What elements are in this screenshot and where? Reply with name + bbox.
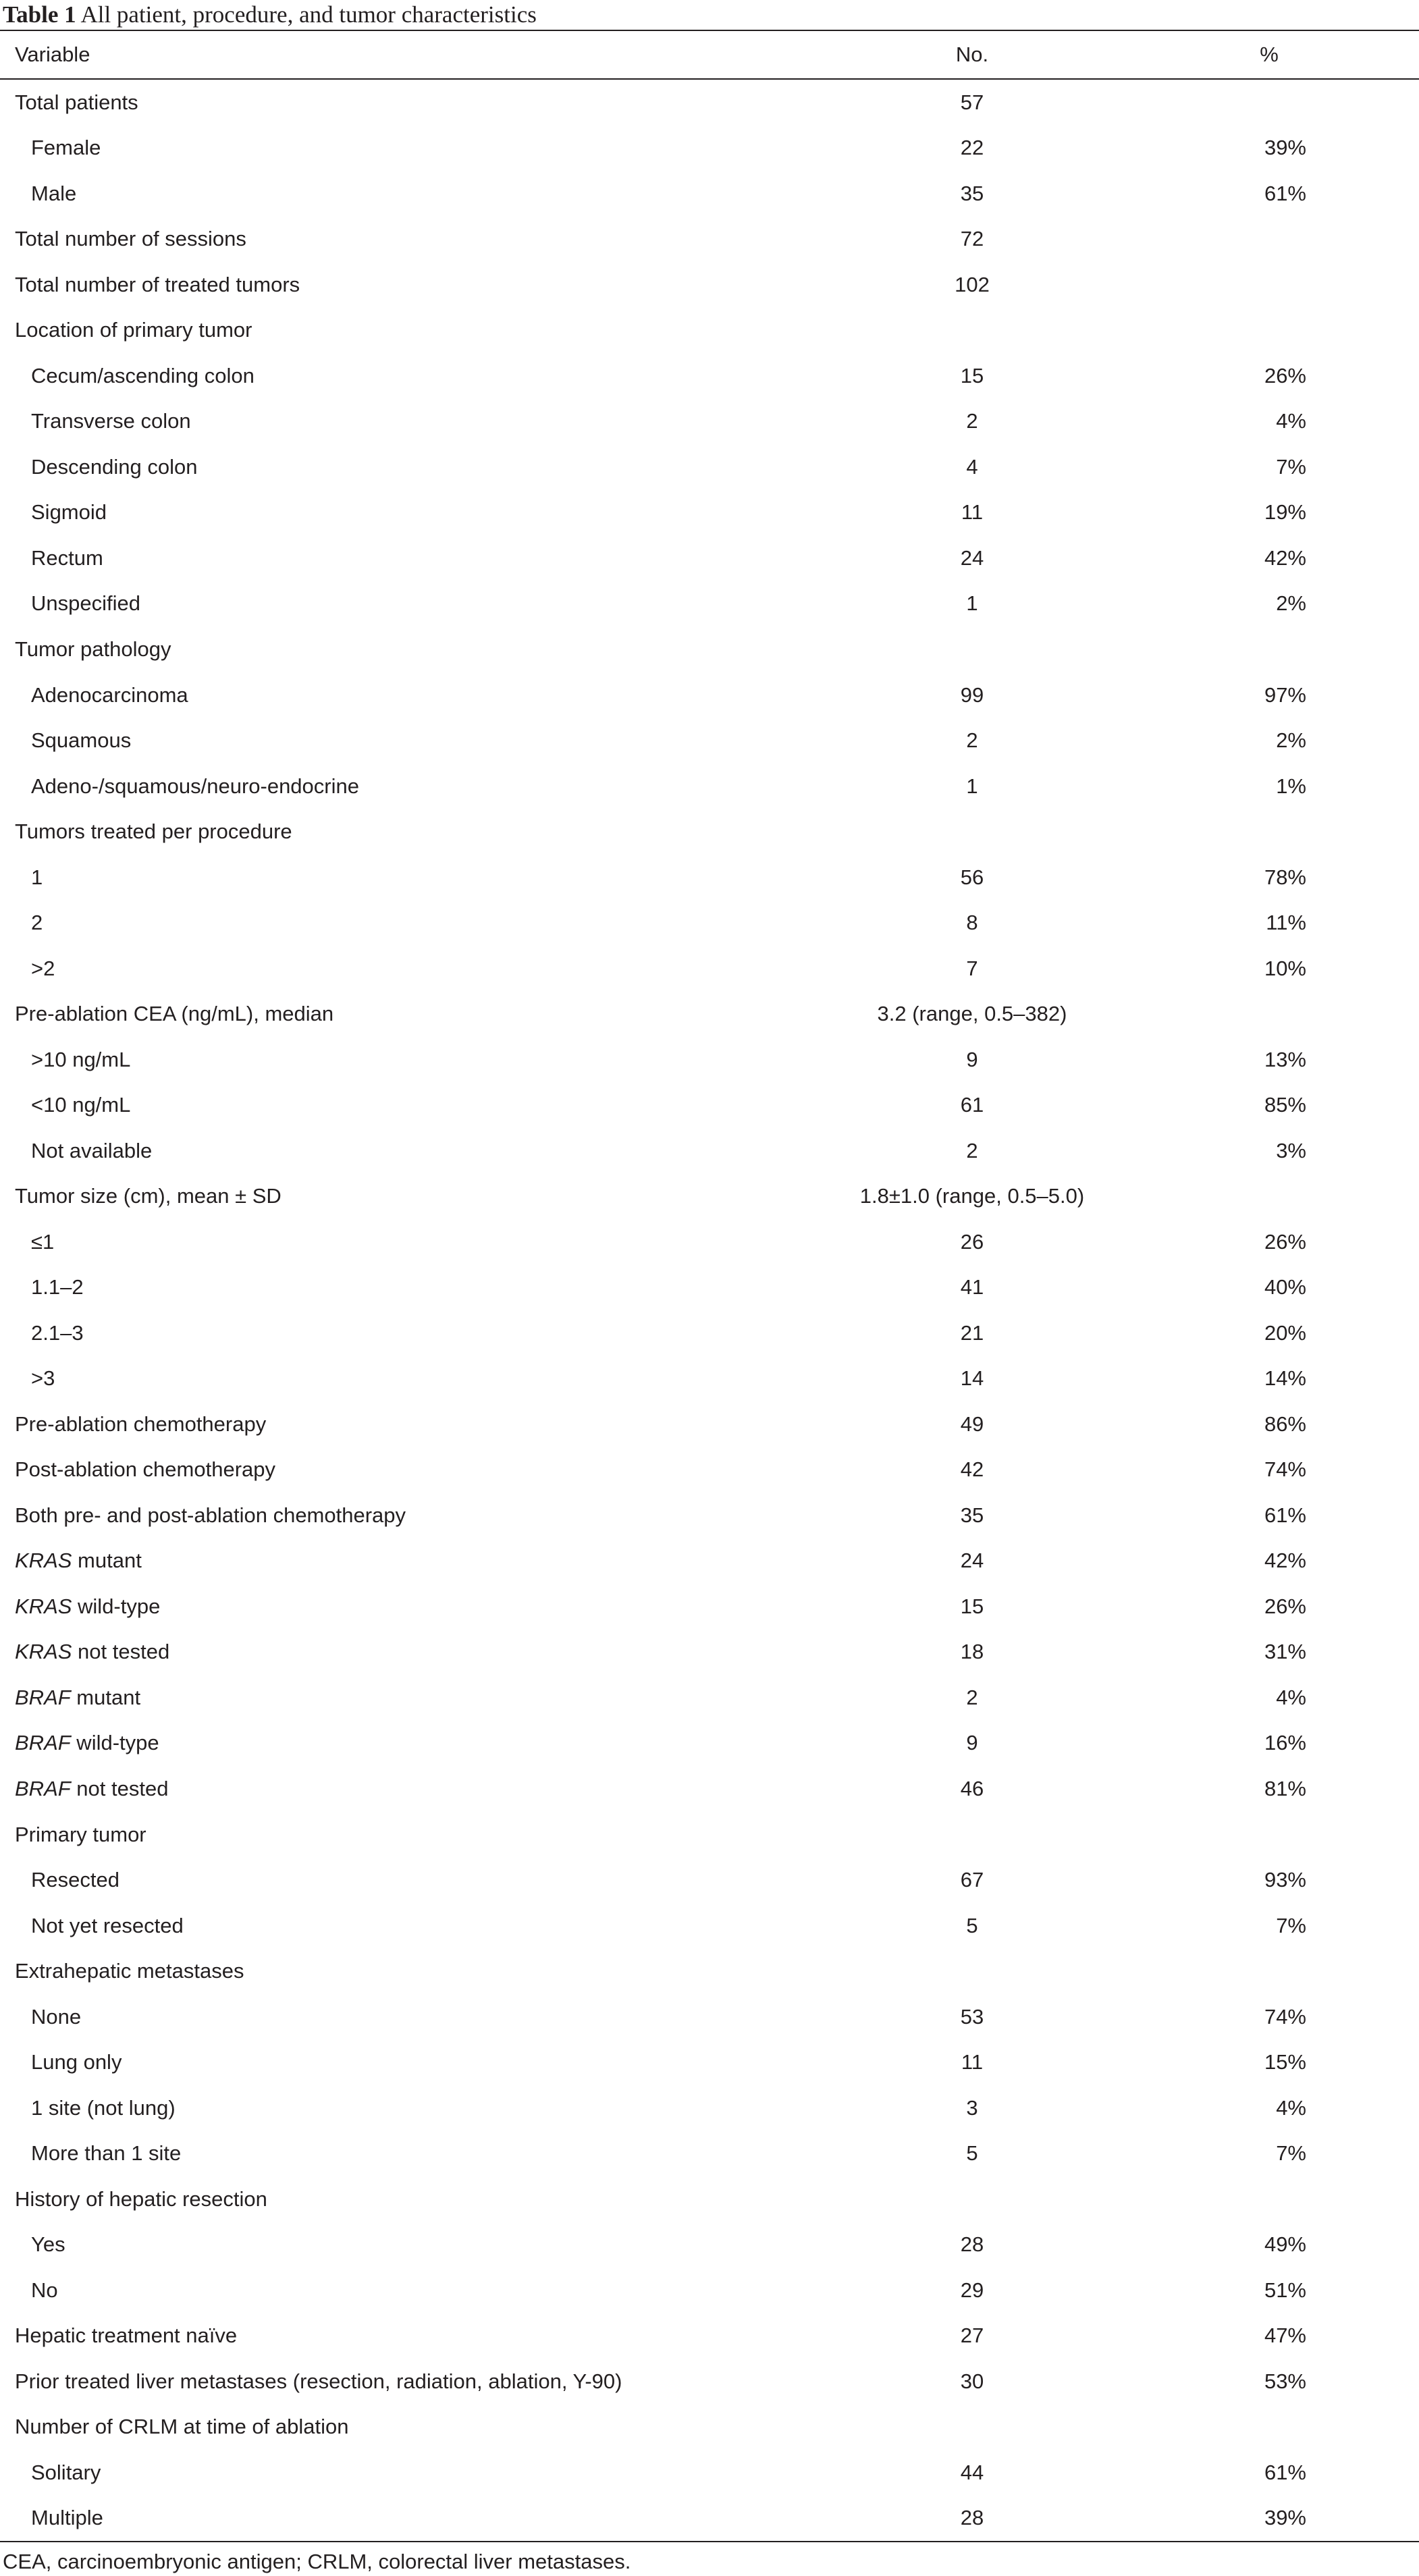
table-row [0, 2496, 1419, 2542]
row-percent-value: 2% [1276, 728, 1306, 753]
row-variable: Total number of sessions [15, 227, 246, 251]
table-row [0, 2039, 1419, 2085]
table-row [0, 2085, 1419, 2131]
row-percent-value: 47% [1264, 2324, 1306, 2348]
row-variable: None [31, 2004, 82, 2029]
row-variable: Adenocarcinoma [31, 682, 188, 707]
row-variable: Tumor size (cm), mean ± SD [15, 1184, 282, 1208]
row-variable: Transverse colon [31, 409, 191, 433]
table-row [0, 535, 1419, 581]
row-percent-value: 11% [1266, 911, 1306, 935]
row-percent-value: 26% [1264, 363, 1306, 387]
row-variable: Squamous [31, 728, 132, 753]
row-percent-value: 93% [1264, 1868, 1306, 1892]
row-variable: >3 [31, 1366, 55, 1391]
table-row [0, 1401, 1419, 1447]
table-row [0, 308, 1419, 354]
row-variable: >2 [31, 956, 55, 980]
row-count: 2 [966, 409, 978, 433]
row-variable: Hepatic treatment naïve [15, 2324, 238, 2348]
row-variable [15, 1721, 159, 1767]
row-count: 2 [966, 1685, 978, 1709]
row-percent-value: 7% [1276, 1913, 1306, 1937]
header-no: No. [955, 43, 989, 66]
row-percent-value: 49% [1264, 2232, 1306, 2257]
table-row [0, 855, 1419, 901]
row-count: 102 [955, 272, 990, 296]
row-percent [1168, 1766, 1370, 1812]
table-row [0, 2450, 1419, 2496]
table-row [0, 444, 1419, 490]
row-percent-value: 4% [1276, 2095, 1306, 2120]
row-variable: Sigmoid [31, 500, 107, 525]
table-row [0, 672, 1419, 718]
row-count: 24 [960, 1549, 984, 1573]
gene-name: BRAF [15, 1685, 71, 1709]
row-percent [1168, 1356, 1370, 1402]
row-variable: Not yet resected [31, 1913, 184, 1937]
row-percent-value: 3% [1276, 1138, 1306, 1162]
row-variable: Post-ablation chemotherapy [15, 1457, 276, 1482]
gene-name: BRAF [15, 1731, 71, 1755]
row-percent-value: 42% [1264, 545, 1306, 570]
row-count [776, 626, 1168, 672]
row-variable: Pre-ablation chemotherapy [15, 1412, 267, 1436]
row-count [776, 2176, 1168, 2222]
table-row [0, 1356, 1419, 1402]
table-row [0, 1675, 1419, 1721]
row-variable: Pre-ablation CEA (ng/mL), median [15, 1002, 334, 1026]
row-count: 1 [966, 591, 978, 616]
table-label: Table 1 [3, 1, 76, 28]
row-percent-value: 26% [1264, 1594, 1306, 1618]
row-count: 7 [966, 956, 978, 980]
row-percent-value: 78% [1264, 865, 1306, 889]
table-row [0, 946, 1419, 992]
row-variable: Yes [31, 2232, 65, 2257]
row-percent-value: 39% [1264, 2506, 1306, 2530]
row-percent-value: 2% [1276, 591, 1306, 616]
row-count: 15 [960, 1594, 984, 1618]
row-count [776, 308, 1168, 354]
table-row [0, 1857, 1419, 1903]
row-count: 14 [960, 1366, 984, 1391]
row-variable-label: not tested [70, 1776, 169, 1800]
row-variable: Solitary [31, 2460, 101, 2484]
row-percent [1168, 1037, 1370, 1083]
row-variable: Both pre- and post-ablation chemotherapy [15, 1503, 406, 1527]
table-row [0, 1037, 1419, 1083]
row-count: 53 [960, 2004, 984, 2029]
table-row [0, 1994, 1419, 2040]
row-percent [1168, 2222, 1370, 2268]
row-percent-value: 26% [1264, 1229, 1306, 1254]
row-percent [1168, 991, 1370, 1037]
gene-name: KRAS [15, 1549, 72, 1573]
row-count: 3.2 (range, 0.5–382) [877, 1002, 1067, 1026]
table-row [0, 1493, 1419, 1538]
row-count: 2 [966, 728, 978, 753]
row-percent [1168, 1219, 1370, 1265]
row-percent [1168, 946, 1370, 992]
row-count: 1 [966, 774, 978, 798]
table-caption [3, 0, 537, 30]
row-variable: Resected [31, 1868, 119, 1892]
row-variable-label: wild-type [72, 1594, 161, 1618]
row-variable: Multiple [31, 2506, 103, 2530]
row-percent-value: 61% [1264, 2460, 1306, 2484]
row-percent-value: 4% [1276, 1685, 1306, 1709]
row-variable [15, 1675, 140, 1721]
row-percent [1168, 2496, 1370, 2542]
table-row [0, 2359, 1419, 2405]
row-percent [1168, 1128, 1370, 1174]
table-body [0, 80, 1419, 2541]
row-count [776, 809, 1168, 855]
row-percent [1168, 900, 1370, 946]
row-percent [1168, 1630, 1370, 1675]
table-row [0, 1128, 1419, 1174]
row-percent [1168, 718, 1370, 763]
table-row [0, 399, 1419, 445]
row-percent [1168, 2085, 1370, 2131]
row-count: 2 [966, 1138, 978, 1162]
row-percent [1168, 763, 1370, 809]
table-row [0, 2313, 1419, 2359]
row-count: 5 [966, 2141, 978, 2166]
row-percent [1168, 1265, 1370, 1311]
row-percent [1168, 1401, 1370, 1447]
row-variable: Unspecified [31, 591, 140, 616]
row-count [776, 1948, 1168, 1994]
row-variable: Location of primary tumor [15, 318, 252, 342]
row-count: 49 [960, 1412, 984, 1436]
row-variable: Extrahepatic metastases [15, 1959, 244, 1983]
table-row [0, 809, 1419, 855]
row-percent [1168, 2176, 1370, 2222]
table-footnote: CEA, carcinoembryonic antigen; CRLM, colorectal liver metastases. [3, 2550, 631, 2573]
row-percent-value: 74% [1264, 2004, 1306, 2029]
row-variable: Male [31, 181, 77, 205]
row-percent-value: 86% [1264, 1412, 1306, 1436]
row-count: 26 [960, 1229, 984, 1254]
row-count: 11 [961, 500, 984, 525]
table-row [0, 126, 1419, 171]
row-variable: Adeno-/squamous/neuro-endocrine [31, 774, 359, 798]
row-variable: 2 [31, 911, 43, 935]
table-row [0, 2130, 1419, 2176]
row-count: 18 [960, 1640, 984, 1664]
row-count: 67 [960, 1868, 984, 1892]
row-variable: Descending colon [31, 454, 198, 479]
row-percent [1168, 171, 1370, 217]
row-variable: >10 ng/mL [31, 1047, 131, 1071]
header-variable: Variable [15, 43, 90, 66]
row-variable: Cecum/ascending colon [31, 363, 255, 387]
row-percent-value: 53% [1264, 2369, 1306, 2393]
table-row [0, 1766, 1419, 1812]
row-count: 57 [960, 90, 984, 114]
table-row [0, 991, 1419, 1037]
row-variable: <10 ng/mL [31, 1093, 131, 1117]
gene-name: BRAF [15, 1776, 71, 1800]
row-percent [1168, 353, 1370, 399]
row-percent-value: 20% [1264, 1320, 1306, 1345]
row-percent [1168, 581, 1370, 627]
row-variable: Prior treated liver metastases (resection, radiation, ablation, Y-90) [15, 2369, 622, 2393]
table-row [0, 1082, 1419, 1128]
row-percent [1168, 1994, 1370, 2040]
row-percent-value: 85% [1264, 1093, 1306, 1117]
row-count: 30 [960, 2369, 984, 2393]
table-row [0, 2268, 1419, 2313]
table-row [0, 718, 1419, 763]
row-percent-value: 16% [1264, 1731, 1306, 1755]
row-percent [1168, 1493, 1370, 1538]
bottom-rule [0, 2541, 1419, 2542]
row-percent [1168, 262, 1370, 308]
row-count: 4 [966, 454, 978, 479]
row-percent [1168, 1675, 1370, 1721]
row-percent [1168, 1857, 1370, 1903]
row-variable: Total patients [15, 90, 138, 114]
row-percent [1168, 535, 1370, 581]
row-count: 35 [960, 1503, 984, 1527]
table-header [0, 31, 1419, 78]
row-variable-label: mutant [70, 1685, 141, 1709]
row-count: 41 [960, 1275, 984, 1299]
table-row [0, 626, 1419, 672]
row-count: 35 [960, 181, 984, 205]
table-row [0, 1948, 1419, 1994]
table-row [0, 581, 1419, 627]
row-percent-value: 13% [1264, 1047, 1306, 1071]
table-row [0, 2405, 1419, 2450]
row-percent-value: 7% [1276, 2141, 1306, 2166]
row-count: 1.8±1.0 (range, 0.5–5.0) [859, 1184, 1085, 1208]
table-row [0, 1630, 1419, 1675]
row-count: 42 [960, 1457, 984, 1482]
row-percent [1168, 1173, 1370, 1219]
table-row [0, 1447, 1419, 1493]
row-percent [1168, 1948, 1370, 1994]
row-percent [1168, 1538, 1370, 1584]
row-variable: 1 [31, 865, 43, 889]
row-variable: Female [31, 136, 101, 160]
table-row [0, 262, 1419, 308]
row-variable: Tumors treated per procedure [15, 820, 292, 844]
row-percent-value: 14% [1264, 1366, 1306, 1391]
row-count: 11 [961, 2050, 984, 2074]
row-count: 24 [960, 545, 984, 570]
table-row [0, 2222, 1419, 2268]
row-percent [1168, 626, 1370, 672]
row-variable [15, 1538, 142, 1584]
row-variable: No [31, 2278, 58, 2302]
row-percent-value: 10% [1264, 956, 1306, 980]
row-percent-value: 7% [1276, 454, 1306, 479]
row-variable: 2.1–3 [31, 1320, 84, 1345]
row-percent-value: 19% [1264, 500, 1306, 525]
row-percent-value: 97% [1264, 682, 1306, 707]
table-row [0, 1310, 1419, 1356]
row-percent [1168, 217, 1370, 263]
table-title: All patient, procedure, and tumor characteristics [80, 1, 537, 28]
row-percent [1168, 1812, 1370, 1858]
row-variable-label: wild-type [70, 1731, 159, 1755]
row-percent [1168, 855, 1370, 901]
row-percent [1168, 1584, 1370, 1630]
row-variable: Primary tumor [15, 1822, 146, 1846]
row-percent [1168, 2130, 1370, 2176]
table-row [0, 1173, 1419, 1219]
row-variable: Total number of treated tumors [15, 272, 300, 296]
row-variable: Not available [31, 1138, 153, 1162]
table-row [0, 1812, 1419, 1858]
row-percent [1168, 2039, 1370, 2085]
row-variable: 1 site (not lung) [31, 2095, 176, 2120]
row-variable: Tumor pathology [15, 637, 171, 661]
row-variable: ≤1 [31, 1229, 55, 1254]
row-count: 27 [960, 2324, 984, 2348]
table-row [0, 2176, 1419, 2222]
table-row [0, 900, 1419, 946]
row-percent-value: 61% [1264, 181, 1306, 205]
row-percent [1168, 672, 1370, 718]
row-count: 44 [960, 2460, 984, 2484]
row-percent [1168, 2268, 1370, 2313]
row-variable [15, 1766, 168, 1812]
row-variable-label: not tested [72, 1640, 170, 1664]
row-percent [1168, 2359, 1370, 2405]
row-percent [1168, 2405, 1370, 2450]
row-percent-value: 1% [1276, 774, 1306, 798]
row-percent-value: 51% [1264, 2278, 1306, 2302]
row-variable: History of hepatic resection [15, 2186, 267, 2211]
table-row [0, 1584, 1419, 1630]
row-percent-value: 15% [1264, 2050, 1306, 2074]
row-count [776, 2405, 1168, 2450]
row-percent-value: 81% [1264, 1776, 1306, 1800]
row-variable: More than 1 site [31, 2141, 182, 2166]
row-variable [15, 1630, 169, 1675]
row-percent [1168, 399, 1370, 445]
row-count: 22 [960, 136, 984, 160]
row-variable: Number of CRLM at time of ablation [15, 2415, 349, 2439]
row-count: 46 [960, 1776, 984, 1800]
row-variable-label: mutant [72, 1549, 142, 1573]
row-variable: Rectum [31, 545, 103, 570]
table-row [0, 1219, 1419, 1265]
row-percent [1168, 1082, 1370, 1128]
row-percent-value: 61% [1264, 1503, 1306, 1527]
table-row [0, 1721, 1419, 1767]
row-count: 5 [966, 1913, 978, 1937]
row-count [776, 1812, 1168, 1858]
row-count: 29 [960, 2278, 984, 2302]
row-count: 8 [966, 911, 978, 935]
row-percent [1168, 126, 1370, 171]
row-percent [1168, 2313, 1370, 2359]
row-count: 28 [960, 2506, 984, 2530]
table-row [0, 1903, 1419, 1949]
gene-name: KRAS [15, 1640, 72, 1664]
table-row [0, 353, 1419, 399]
table-row [0, 1538, 1419, 1584]
table-row [0, 763, 1419, 809]
row-percent [1168, 1721, 1370, 1767]
row-count: 56 [960, 865, 984, 889]
row-percent-value: 40% [1264, 1275, 1306, 1299]
gene-name: KRAS [15, 1594, 72, 1618]
row-percent-value: 4% [1276, 409, 1306, 433]
row-percent [1168, 308, 1370, 354]
row-percent [1168, 1903, 1370, 1949]
table-row [0, 1265, 1419, 1311]
row-percent [1168, 1310, 1370, 1356]
row-count: 9 [966, 1731, 978, 1755]
row-percent [1168, 444, 1370, 490]
table-row [0, 490, 1419, 536]
row-count: 15 [960, 363, 984, 387]
row-percent [1168, 80, 1370, 126]
table-row [0, 80, 1419, 126]
row-percent [1168, 2450, 1370, 2496]
row-count: 28 [960, 2232, 984, 2257]
row-count: 72 [960, 227, 984, 251]
header-pct: % [1260, 43, 1279, 66]
row-variable: Lung only [31, 2050, 122, 2074]
row-percent-value: 74% [1264, 1457, 1306, 1482]
row-percent-value: 39% [1264, 136, 1306, 160]
row-percent [1168, 809, 1370, 855]
row-percent [1168, 1447, 1370, 1493]
row-variable: 1.1–2 [31, 1275, 84, 1299]
table-row [0, 217, 1419, 263]
row-count: 3 [966, 2095, 978, 2120]
row-count: 9 [966, 1047, 978, 1071]
row-percent [1168, 490, 1370, 536]
row-count: 99 [960, 682, 984, 707]
row-count: 21 [960, 1320, 984, 1345]
row-percent-value: 31% [1264, 1640, 1306, 1664]
row-count: 61 [960, 1093, 984, 1117]
row-variable [15, 1584, 160, 1630]
table-row [0, 171, 1419, 217]
row-percent-value: 42% [1264, 1549, 1306, 1573]
